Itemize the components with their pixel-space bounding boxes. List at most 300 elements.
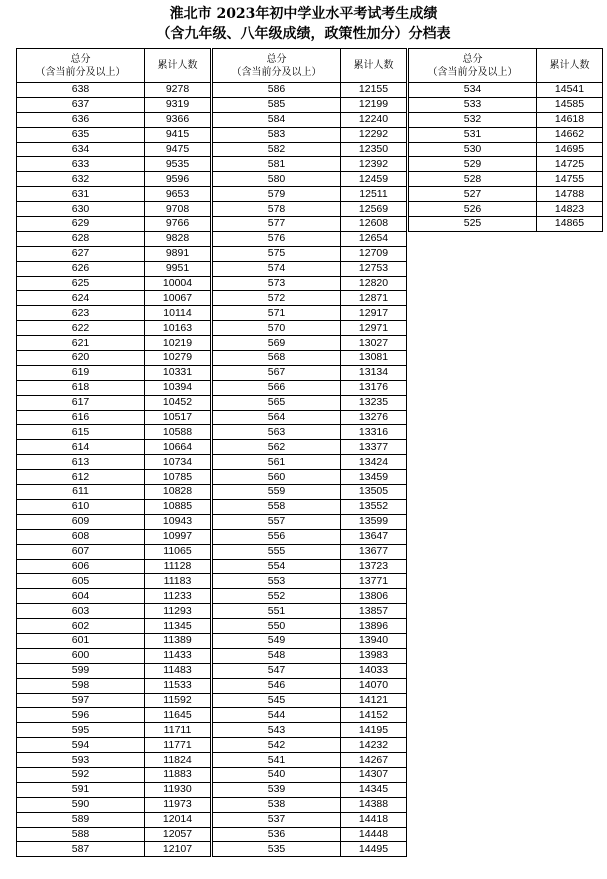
cumulative-count-cell: 9828 [145, 231, 211, 246]
table-row [213, 619, 407, 634]
table-body [17, 83, 211, 857]
cumulative-count-cell: 13896 [341, 619, 407, 634]
score-cell: 526 [409, 202, 537, 217]
score-cell: 533 [409, 97, 537, 112]
cumulative-count-cell: 12292 [341, 127, 407, 142]
score-column-header [409, 49, 537, 83]
score-cell: 549 [213, 633, 341, 648]
score-cell: 618 [17, 380, 145, 395]
score-table-1 [16, 48, 211, 857]
cumulative-count-cell: 13723 [341, 559, 407, 574]
score-cell: 560 [213, 470, 341, 485]
score-cell: 579 [213, 187, 341, 202]
cumulative-count-cell: 10588 [145, 425, 211, 440]
score-cell: 623 [17, 306, 145, 321]
cumulative-count-cell: 14152 [341, 708, 407, 723]
cumulative-count-cell: 13857 [341, 604, 407, 619]
table-row [17, 619, 211, 634]
table-row [17, 723, 211, 738]
cumulative-count-cell: 14232 [341, 738, 407, 753]
table-row [213, 380, 407, 395]
table-row [17, 425, 211, 440]
cumulative-count-cell: 11483 [145, 663, 211, 678]
score-cell: 557 [213, 514, 341, 529]
table-row [213, 485, 407, 500]
cumulative-count-cell: 9535 [145, 157, 211, 172]
score-cell: 638 [17, 83, 145, 98]
score-cell: 632 [17, 172, 145, 187]
cumulative-count-cell: 11930 [145, 782, 211, 797]
cumulative-count-cell: 13276 [341, 410, 407, 425]
table-row [409, 112, 603, 127]
table-row [17, 633, 211, 648]
table-row [213, 589, 407, 604]
score-cell: 559 [213, 485, 341, 500]
cumulative-count-cell: 11771 [145, 738, 211, 753]
score-cell: 635 [17, 127, 145, 142]
score-cell: 607 [17, 544, 145, 559]
document-title-block [0, 4, 607, 44]
table-row [17, 261, 211, 276]
cumulative-count-cell: 10517 [145, 410, 211, 425]
cumulative-count-cell: 14618 [537, 112, 603, 127]
score-cell: 620 [17, 351, 145, 366]
table-row [213, 455, 407, 470]
cumulative-count-cell: 11433 [145, 648, 211, 663]
cumulative-count-cell: 12709 [341, 246, 407, 261]
table-row [409, 187, 603, 202]
table-row [213, 767, 407, 782]
table-row [17, 604, 211, 619]
cumulative-count-cell: 10664 [145, 440, 211, 455]
table-row [17, 782, 211, 797]
cumulative-count-cell: 13316 [341, 425, 407, 440]
table-row [213, 410, 407, 425]
cumulative-count-cell: 13505 [341, 485, 407, 500]
cumulative-count-cell: 13134 [341, 365, 407, 380]
cumulative-count-cell: 12057 [145, 827, 211, 842]
score-cell: 604 [17, 589, 145, 604]
score-cell: 606 [17, 559, 145, 574]
table-row [17, 544, 211, 559]
score-cell: 628 [17, 231, 145, 246]
score-table-2 [212, 48, 407, 857]
table-row [17, 827, 211, 842]
table-row [17, 202, 211, 217]
cumulative-count-cell: 10114 [145, 306, 211, 321]
cumulative-count-cell: 9891 [145, 246, 211, 261]
cumulative-count-cell: 12511 [341, 187, 407, 202]
table-row [213, 112, 407, 127]
score-cell: 535 [213, 842, 341, 857]
table-row [17, 217, 211, 232]
score-cell: 552 [213, 589, 341, 604]
score-cell: 601 [17, 633, 145, 648]
score-cell: 619 [17, 365, 145, 380]
cumulative-count-cell: 14195 [341, 723, 407, 738]
score-cell: 637 [17, 97, 145, 112]
table-row [409, 202, 603, 217]
table-row [213, 470, 407, 485]
table-row [213, 529, 407, 544]
cumulative-count-cell: 13806 [341, 589, 407, 604]
cumulative-count-cell: 10219 [145, 336, 211, 351]
score-cell: 566 [213, 380, 341, 395]
score-cell: 633 [17, 157, 145, 172]
cumulative-count-cell: 12917 [341, 306, 407, 321]
cumulative-count-cell: 10943 [145, 514, 211, 529]
score-cell: 567 [213, 365, 341, 380]
table-row [213, 693, 407, 708]
cumulative-count-cell: 12871 [341, 291, 407, 306]
score-cell: 527 [409, 187, 537, 202]
table-row [213, 97, 407, 112]
cumulative-count-cell: 14585 [537, 97, 603, 112]
cumulative-count-cell: 13081 [341, 351, 407, 366]
cumulative-count-cell: 11973 [145, 797, 211, 812]
table-header-row [213, 49, 407, 83]
table-row [213, 499, 407, 514]
score-cell: 599 [17, 663, 145, 678]
cumulative-count-cell: 14725 [537, 157, 603, 172]
cumulative-count-cell: 12569 [341, 202, 407, 217]
table-row [213, 514, 407, 529]
table-row [17, 574, 211, 589]
table-row [17, 336, 211, 351]
score-cell: 539 [213, 782, 341, 797]
score-cell: 564 [213, 410, 341, 425]
table-row [17, 276, 211, 291]
table-row [17, 306, 211, 321]
table-row [17, 485, 211, 500]
table-row [17, 678, 211, 693]
score-cell: 537 [213, 812, 341, 827]
cumulative-count-cell: 12971 [341, 321, 407, 336]
score-cell: 578 [213, 202, 341, 217]
cumulative-count-cell: 10067 [145, 291, 211, 306]
table-row [213, 306, 407, 321]
table-row [213, 336, 407, 351]
cumulative-count-cell: 10452 [145, 395, 211, 410]
table-row [213, 738, 407, 753]
cumulative-count-cell: 11824 [145, 753, 211, 768]
score-cell: 616 [17, 410, 145, 425]
table-row [213, 440, 407, 455]
cumulative-count-cell: 9951 [145, 261, 211, 276]
score-column-header [17, 49, 145, 83]
cumulative-count-cell: 13940 [341, 633, 407, 648]
score-cell: 570 [213, 321, 341, 336]
score-cell: 609 [17, 514, 145, 529]
cumulative-count-cell: 10997 [145, 529, 211, 544]
score-cell: 583 [213, 127, 341, 142]
cumulative-count-cell: 11883 [145, 767, 211, 782]
score-cell: 532 [409, 112, 537, 127]
table-row [409, 157, 603, 172]
table-row [17, 529, 211, 544]
cumulative-count-cell: 9366 [145, 112, 211, 127]
table-row [17, 842, 211, 857]
table-row [17, 514, 211, 529]
score-cell: 569 [213, 336, 341, 351]
table-row [17, 440, 211, 455]
score-cell: 612 [17, 470, 145, 485]
score-cell: 589 [17, 812, 145, 827]
score-cell: 530 [409, 142, 537, 157]
score-cell: 592 [17, 767, 145, 782]
cumulative-count-cell: 12107 [145, 842, 211, 857]
table-row [213, 782, 407, 797]
cumulative-count-cell: 12350 [341, 142, 407, 157]
score-cell: 627 [17, 246, 145, 261]
score-cell: 562 [213, 440, 341, 455]
table-row [17, 321, 211, 336]
table-row [213, 842, 407, 857]
cumulative-count-cell: 12820 [341, 276, 407, 291]
table-row [213, 157, 407, 172]
score-cell: 624 [17, 291, 145, 306]
cumulative-count-cell: 10004 [145, 276, 211, 291]
cumulative-count-cell: 9653 [145, 187, 211, 202]
score-cell: 573 [213, 276, 341, 291]
table-row [213, 648, 407, 663]
score-cell: 597 [17, 693, 145, 708]
cumulative-count-cell: 12014 [145, 812, 211, 827]
table-row [409, 217, 603, 232]
cumulative-count-cell: 9319 [145, 97, 211, 112]
cumulative-count-cell: 14865 [537, 217, 603, 232]
score-cell: 582 [213, 142, 341, 157]
cumulative-count-cell: 10279 [145, 351, 211, 366]
table-row [213, 425, 407, 440]
cumulative-count-cell: 13677 [341, 544, 407, 559]
score-cell: 614 [17, 440, 145, 455]
score-cell: 617 [17, 395, 145, 410]
cumulative-count-cell: 11293 [145, 604, 211, 619]
cumulative-count-cell: 14267 [341, 753, 407, 768]
score-cell: 544 [213, 708, 341, 723]
table-row [213, 187, 407, 202]
table-row [17, 753, 211, 768]
score-cell: 574 [213, 261, 341, 276]
score-cell: 572 [213, 291, 341, 306]
score-cell: 584 [213, 112, 341, 127]
table-row [17, 365, 211, 380]
cumulative-count-cell: 12459 [341, 172, 407, 187]
cumulative-count-cell: 11233 [145, 589, 211, 604]
cumulative-count-cell: 13027 [341, 336, 407, 351]
cumulative-count-cell: 13235 [341, 395, 407, 410]
table-row [409, 127, 603, 142]
score-cell: 555 [213, 544, 341, 559]
score-cell: 568 [213, 351, 341, 366]
score-cell: 603 [17, 604, 145, 619]
score-cell: 540 [213, 767, 341, 782]
score-cell: 602 [17, 619, 145, 634]
cumulative-count-cell: 14388 [341, 797, 407, 812]
table-body [213, 83, 407, 857]
cumulative-count-cell: 14695 [537, 142, 603, 157]
document-subtitle: （含九年级、八年级成绩，政策性加分）分档表 [156, 26, 451, 42]
score-header-label: 总分 [462, 53, 483, 65]
cumulative-count-cell: 12608 [341, 217, 407, 232]
table-row [213, 127, 407, 142]
score-header-note: （含当前分及以上） [427, 66, 518, 78]
score-cell: 550 [213, 619, 341, 634]
table-row [17, 559, 211, 574]
table-row [17, 246, 211, 261]
score-cell: 598 [17, 678, 145, 693]
table-row [213, 708, 407, 723]
table-row [213, 812, 407, 827]
score-cell: 605 [17, 574, 145, 589]
score-cell: 542 [213, 738, 341, 753]
cumulative-count-cell: 12155 [341, 83, 407, 98]
score-cell: 591 [17, 782, 145, 797]
table-row [17, 395, 211, 410]
table-row [213, 604, 407, 619]
table-row [17, 797, 211, 812]
score-cell: 563 [213, 425, 341, 440]
table-row [17, 455, 211, 470]
table-row [213, 202, 407, 217]
cumulative-count-cell: 11065 [145, 544, 211, 559]
cumulative-count-cell: 13771 [341, 574, 407, 589]
cumulative-count-cell: 14788 [537, 187, 603, 202]
score-cell: 630 [17, 202, 145, 217]
document-title: 淮北市 2023年初中学业水平考试考生成绩 [169, 6, 438, 22]
table-row [17, 499, 211, 514]
table-row [213, 246, 407, 261]
cumulative-count-cell: 14418 [341, 812, 407, 827]
score-cell: 595 [17, 723, 145, 738]
score-cell: 593 [17, 753, 145, 768]
cumulative-count-cell: 14070 [341, 678, 407, 693]
table-row [17, 142, 211, 157]
table-row [213, 559, 407, 574]
table-row [17, 589, 211, 604]
table-row [213, 633, 407, 648]
table-row [213, 753, 407, 768]
score-cell: 586 [213, 83, 341, 98]
table-row [17, 83, 211, 98]
score-cell: 561 [213, 455, 341, 470]
cumulative-count-cell: 12199 [341, 97, 407, 112]
table-row [213, 663, 407, 678]
table-row [17, 231, 211, 246]
score-cell: 636 [17, 112, 145, 127]
score-cell: 538 [213, 797, 341, 812]
cumulative-count-cell: 12753 [341, 261, 407, 276]
cumulative-count-cell: 9475 [145, 142, 211, 157]
cumulative-count-cell: 10163 [145, 321, 211, 336]
score-cell: 553 [213, 574, 341, 589]
score-header-label: 总分 [70, 53, 91, 65]
score-cell: 631 [17, 187, 145, 202]
table-row [17, 97, 211, 112]
table-row [213, 351, 407, 366]
table-row [17, 157, 211, 172]
cumulative-count-cell: 11711 [145, 723, 211, 738]
table-row [213, 827, 407, 842]
table-row [213, 231, 407, 246]
table-row [409, 83, 603, 98]
score-header-note: （含当前分及以上） [35, 66, 126, 78]
cumulative-count-cell: 14662 [537, 127, 603, 142]
cumulative-count-cell: 10394 [145, 380, 211, 395]
table-row [17, 291, 211, 306]
cumulative-count-cell: 14823 [537, 202, 603, 217]
cumulative-count-cell: 13647 [341, 529, 407, 544]
table-header-row [409, 49, 603, 83]
cumulative-count-cell: 12240 [341, 112, 407, 127]
score-cell: 626 [17, 261, 145, 276]
score-cell: 594 [17, 738, 145, 753]
cumulative-count-cell: 12392 [341, 157, 407, 172]
table-row [17, 187, 211, 202]
table-row [213, 142, 407, 157]
score-cell: 565 [213, 395, 341, 410]
cumulative-count-cell: 10331 [145, 365, 211, 380]
table-row [17, 738, 211, 753]
count-column-header: 累计人数 [145, 49, 211, 83]
table-row [17, 648, 211, 663]
score-cell: 610 [17, 499, 145, 514]
score-cell: 613 [17, 455, 145, 470]
cumulative-count-cell: 13176 [341, 380, 407, 395]
table-row [213, 276, 407, 291]
score-cell: 536 [213, 827, 341, 842]
table-row [213, 172, 407, 187]
cumulative-count-cell: 14541 [537, 83, 603, 98]
score-cell: 547 [213, 663, 341, 678]
score-cell: 545 [213, 693, 341, 708]
count-column-header: 累计人数 [537, 49, 603, 83]
cumulative-count-cell: 14307 [341, 767, 407, 782]
table-row [213, 574, 407, 589]
table-row [213, 83, 407, 98]
score-header-note: （含当前分及以上） [231, 66, 322, 78]
score-cell: 596 [17, 708, 145, 723]
cumulative-count-cell: 13459 [341, 470, 407, 485]
cumulative-count-cell: 13377 [341, 440, 407, 455]
table-row [213, 321, 407, 336]
table-body [409, 83, 603, 232]
table-header-row [17, 49, 211, 83]
table-row [213, 797, 407, 812]
score-cell: 548 [213, 648, 341, 663]
cumulative-count-cell: 14121 [341, 693, 407, 708]
score-cell: 575 [213, 246, 341, 261]
score-cell: 590 [17, 797, 145, 812]
table-row [17, 663, 211, 678]
cumulative-count-cell: 11128 [145, 559, 211, 574]
table-row [213, 678, 407, 693]
table-row [17, 767, 211, 782]
cumulative-count-cell: 13983 [341, 648, 407, 663]
table-row [213, 291, 407, 306]
cumulative-count-cell: 10734 [145, 455, 211, 470]
score-cell: 608 [17, 529, 145, 544]
cumulative-count-cell: 9596 [145, 172, 211, 187]
score-cell: 581 [213, 157, 341, 172]
score-cell: 525 [409, 217, 537, 232]
table-row [17, 127, 211, 142]
score-cell: 571 [213, 306, 341, 321]
table-row [17, 693, 211, 708]
table-row [17, 812, 211, 827]
score-cell: 634 [17, 142, 145, 157]
